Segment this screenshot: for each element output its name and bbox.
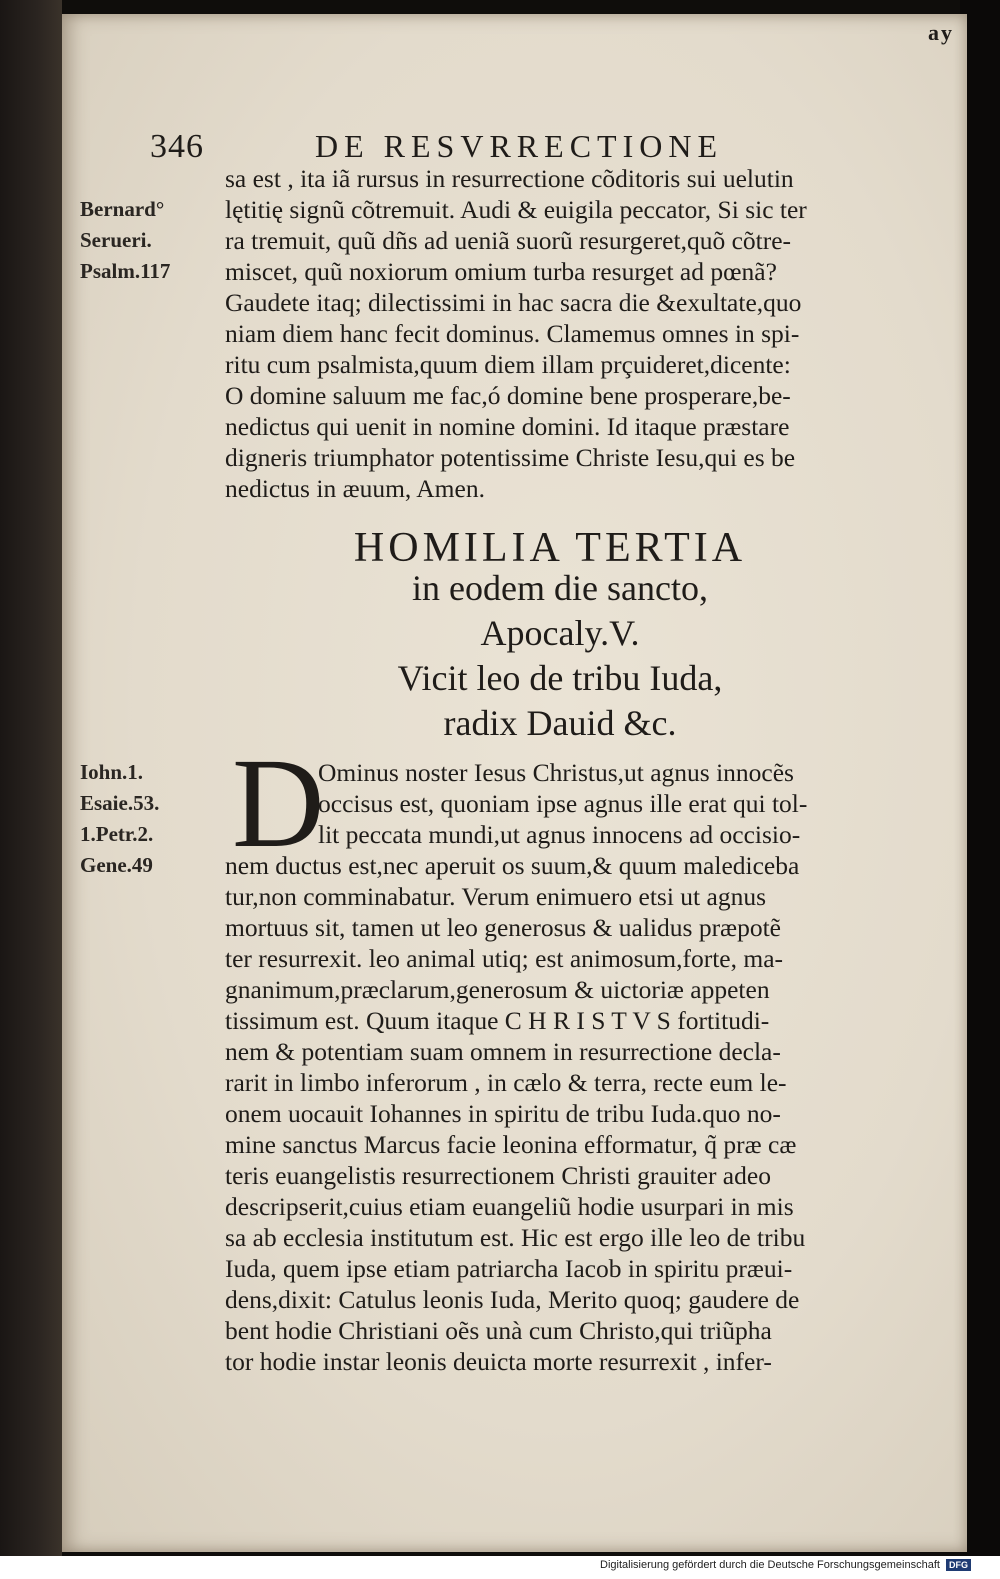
margin-note: Gene.49: [80, 853, 153, 877]
margin-note: 1.Petr.2.: [80, 822, 154, 846]
text-line: bent hodie Christiani oẽs unà cum Christo,qui triũpha: [225, 1316, 772, 1345]
text-line: nedictus in æuum, Amen.: [225, 474, 485, 503]
text-line: nem & potentiam suam omnem in resurrectione decla-: [225, 1037, 781, 1066]
text-line: tor hodie instar leonis deuicta morte resurrexit , infer-: [225, 1347, 772, 1376]
margin-note: Iohn.1.: [80, 760, 144, 784]
text-line: O domine saluum me fac,ó domine bene prosperare,be-: [225, 381, 791, 410]
text-line: sa ab ecclesia institutum est. Hic est ergo ille leo de tribu: [225, 1223, 806, 1252]
text-line: teris euangelistis resurrectionem Christi grauiter adeo: [225, 1161, 771, 1190]
page-number: 346: [150, 128, 204, 165]
text-block-continuation: [225, 163, 925, 504]
credit-text: Digitalisierung gefördert durch die Deutsche Forschungsgemeinschaft: [600, 1559, 940, 1571]
text-line: gnanimum,præclarum,generosum & uictoriæ appeten: [225, 975, 770, 1004]
text-line: sa est , ita iã rursus in resurrectione cõditoris sui uelutin: [225, 164, 794, 193]
text-line: tur,non comminabatur. Verum enimuero etsi ut agnus: [225, 882, 766, 911]
margin-notes-section2: [80, 757, 220, 881]
text-line: mine sanctus Marcus facie leonina efformatur, q̃ præ cæ: [225, 1130, 797, 1159]
digitization-credit: [600, 1559, 971, 1571]
homily-subtitle-line: Vicit leo de tribu Iuda,: [397, 658, 723, 698]
homily-subtitle-line: in eodem die sancto,: [412, 568, 708, 608]
text-line: ter resurrexit. leo animal utiq; est animosum,forte, ma-: [225, 944, 783, 973]
text-line: mortuus sit, tamen ut leo generosus & ualidus præpotẽ: [225, 913, 781, 942]
page-header: [150, 128, 750, 168]
text-line: Iuda, quem ipse etiam patriarcha Iacob in spiritu præui-: [225, 1254, 793, 1283]
text-line: digneris triumphator potentissime Christe Iesu,qui es be: [225, 443, 796, 472]
running-head: DE RESVRRECTIONE: [315, 128, 723, 164]
homily-subtitle-line: radix Dauid &c.: [443, 703, 677, 743]
corner-mark: ay: [928, 20, 954, 45]
text-line: niam diem hanc fecit dominus. Clamemus omnes in spi-: [225, 319, 800, 348]
margin-notes-section1: [80, 194, 220, 287]
text-line: rarit in limbo inferorum , in cælo & terra, recte eum le-: [225, 1068, 787, 1097]
text-line: Ominus noster Iesus Christus,ut agnus innocẽs: [318, 758, 794, 787]
margin-note: Serueri.: [80, 228, 152, 252]
drop-cap: D: [232, 732, 325, 874]
text-block-homily: [225, 757, 925, 1377]
text-line: lit peccata mundi,ut agnus innocens ad occisio-: [318, 820, 801, 849]
text-line: lętitię signũ cõtremuit. Audi & euigila peccator, Si sic ter: [225, 195, 807, 224]
margin-note: Psalm.117: [80, 259, 171, 283]
dfg-logo: DFG: [946, 1559, 971, 1571]
homily-subtitle: [340, 566, 780, 746]
homily-title: HOMILIA TERTIA: [353, 525, 747, 571]
margin-note: Esaie.53.: [80, 791, 160, 815]
text-line: tissimum est. Quum itaque C H R I S T V S fortitudi-: [225, 1006, 770, 1035]
text-line: nedictus qui uenit in nomine domini. Id itaque præstare: [225, 412, 790, 441]
text-line: dens,dixit: Catulus leonis Iuda, Merito quoq; gaudere de: [225, 1285, 800, 1314]
text-line: Gaudete itaq; dilectissimi in hac sacra die &exultate,quo: [225, 288, 802, 317]
text-line: nem ductus est,nec aperuit os suum,& quum malediceba: [225, 851, 800, 880]
text-line: occisus est, quoniam ipse agnus ille erat qui tol-: [318, 789, 808, 818]
margin-note: Bernard°: [80, 197, 165, 221]
text-line: onem uocauit Iohannes in spiritu de tribu Iuda.quo no-: [225, 1099, 781, 1128]
text-line: miscet, quũ noxiorum omium turba resurget ad pœnã?: [225, 257, 777, 286]
text-line: ritu cum psalmista,quum diem illam prçuideret,dicente:: [225, 350, 791, 379]
text-line: descripserit,cuius etiam euangeliũ hodie usurpari in mis: [225, 1192, 794, 1221]
book-binding-edge: [0, 0, 62, 1556]
homily-subtitle-line: Apocaly.V.: [480, 613, 640, 653]
text-line: ra tremuit, quũ dñs ad ueniã suorũ resurgeret,quõ cõtre-: [225, 226, 792, 255]
